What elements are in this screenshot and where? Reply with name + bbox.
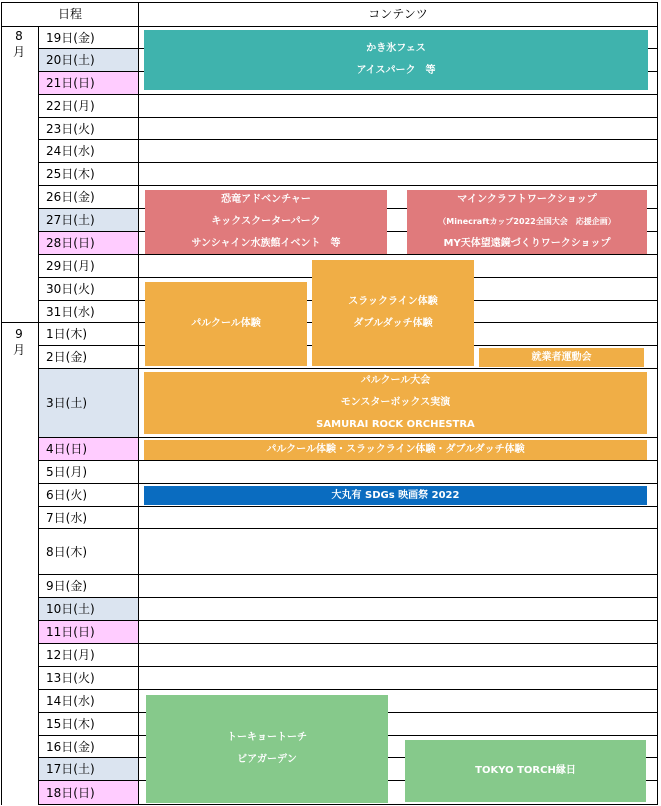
header-border <box>1 26 658 27</box>
row-line <box>38 643 658 644</box>
header-date: 日程 <box>57 7 82 21</box>
event-line: （Minecraftカップ2022全国大会 応援企画） <box>438 217 616 226</box>
month-august: 8 月 <box>12 29 25 59</box>
date-cell: 14日(水) <box>38 689 138 712</box>
date-cell: 4日(日) <box>38 437 138 460</box>
event-line: ビアガーデン <box>237 754 297 765</box>
row-line <box>38 162 658 163</box>
date-cell: 28日(日) <box>38 231 138 254</box>
date-cell: 27日(土) <box>38 208 138 231</box>
date-cell: 22日(月) <box>38 94 138 117</box>
event-line: MY天体望遠鏡づくりワークショップ <box>443 238 611 249</box>
row-line <box>38 597 658 598</box>
date-cell: 2日(金) <box>38 345 138 368</box>
row-line <box>38 689 658 690</box>
row-line <box>38 666 658 667</box>
date-cell: 3日(土) <box>38 368 138 437</box>
date-cell: 7日(水) <box>38 506 138 528</box>
date-cell: 15日(木) <box>38 712 138 735</box>
date-cell: 1日(木) <box>38 322 138 345</box>
event-line: パルクール大会 <box>360 375 431 386</box>
date-cell: 18日(日) <box>38 780 138 804</box>
month-september: 9 月 <box>12 327 25 357</box>
event-line: 大丸有 SDGs 映画祭 2022 <box>331 489 460 501</box>
row-line <box>38 574 658 575</box>
event-athletes <box>479 348 644 367</box>
row-line <box>38 185 658 186</box>
event-sdgs <box>144 486 647 505</box>
event-dino <box>145 190 387 254</box>
date-cell: 31日(水) <box>38 300 138 322</box>
date-cell: 9日(金) <box>38 574 138 597</box>
event-combined <box>144 440 647 460</box>
date-cell: 17日(土) <box>38 757 138 780</box>
date-cell: 5日(月) <box>38 460 138 483</box>
header-content: コンテンツ <box>368 7 428 21</box>
date-cell: 16日(金) <box>38 735 138 757</box>
row-line <box>38 437 658 438</box>
event-parkour-tournament <box>144 372 647 434</box>
event-line: 恐竜アドベンチャー <box>221 194 311 205</box>
date-divider <box>138 2 139 805</box>
event-line: TOKYO TORCH縁日 <box>475 765 576 776</box>
date-cell: 23日(火) <box>38 117 138 139</box>
date-cell: 13日(火) <box>38 666 138 689</box>
date-cell: 6日(火) <box>38 483 138 506</box>
event-parkour-experience <box>145 282 307 366</box>
event-line: スラックライン体験 <box>348 296 438 307</box>
event-line: パルクール体験 <box>191 318 261 329</box>
date-cell: 12日(月) <box>38 643 138 666</box>
row-line <box>38 94 658 95</box>
date-cell: 10日(土) <box>38 597 138 620</box>
date-cell: 24日(水) <box>38 139 138 162</box>
date-cell: 19日(金) <box>38 26 138 48</box>
event-line: パルクール体験・スラックライン体験・ダブルダッチ体験 <box>266 444 525 455</box>
event-minecraft <box>407 190 647 254</box>
event-line: SAMURAI ROCK ORCHESTRA <box>316 419 475 430</box>
row-line <box>38 117 658 118</box>
date-cell: 30日(火) <box>38 277 138 300</box>
event-kakigori <box>144 30 648 90</box>
date-cell: 26日(金) <box>38 185 138 208</box>
event-torch-fair <box>405 740 646 802</box>
event-torch <box>146 695 388 803</box>
row-line <box>38 804 658 805</box>
event-line: トーキョートーチ <box>227 732 307 743</box>
date-cell: 11日(日) <box>38 620 138 643</box>
row-line <box>38 528 658 529</box>
date-cell: 29日(月) <box>38 254 138 277</box>
event-line: かき氷フェス <box>366 43 426 54</box>
event-line: ダブルダッチ体験 <box>353 318 433 329</box>
event-slackline <box>312 260 474 366</box>
date-cell: 25日(木) <box>38 162 138 185</box>
left-border <box>1 2 2 805</box>
date-cell: 8日(木) <box>38 528 138 574</box>
right-border <box>657 2 658 805</box>
event-line: サンシャイン水族館イベント 等 <box>191 238 341 249</box>
date-cell: 20日(土) <box>38 48 138 71</box>
event-line: キックスクーターパーク <box>211 216 321 227</box>
row-line <box>38 620 658 621</box>
event-line: アイスパーク 等 <box>356 65 436 76</box>
event-line: 就業者運動会 <box>531 351 592 363</box>
month-divider <box>38 26 39 805</box>
event-line: モンスターボックス実演 <box>340 397 451 408</box>
event-line: マインクラフトワークショップ <box>457 194 597 205</box>
row-line <box>38 139 658 140</box>
date-cell: 21日(日) <box>38 71 138 94</box>
